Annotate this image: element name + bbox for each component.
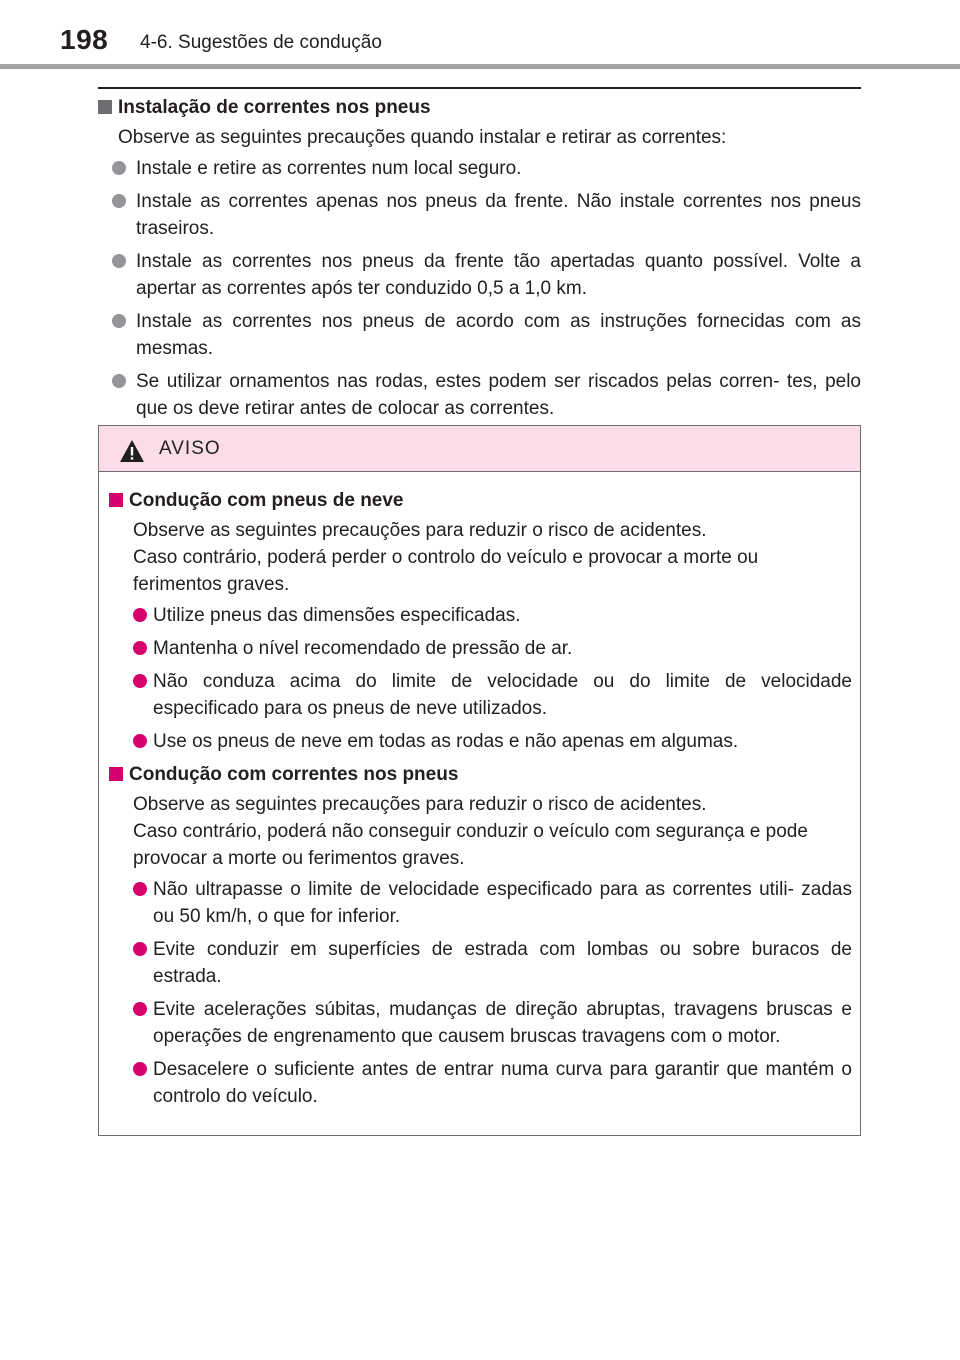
section-heading bbox=[98, 94, 861, 122]
square-bullet-icon bbox=[109, 767, 123, 781]
square-bullet-icon bbox=[98, 100, 112, 114]
tire-chains-list bbox=[109, 876, 852, 1110]
bullet-dot-icon bbox=[133, 608, 147, 622]
list-item bbox=[98, 248, 861, 302]
list-item bbox=[98, 188, 861, 242]
list-item bbox=[109, 602, 852, 629]
warning-box bbox=[98, 425, 861, 1136]
list-item-text: Instale as correntes nos pneus da frente tão apertadas quanto possível. Volte a apertar as correntes após ter conduzido 0,5 a 1,0 km. bbox=[136, 251, 861, 299]
intro-line: Observe as seguintes precauções para reduzir o risco de acidentes. bbox=[133, 520, 707, 541]
subsection-heading bbox=[109, 761, 852, 789]
list-item bbox=[109, 1056, 852, 1110]
subsection-intro bbox=[109, 517, 852, 598]
precautions-list bbox=[98, 155, 861, 422]
list-item-text: Se utilizar ornamentos nas rodas, estes podem ser riscados pelas corren- tes, pelo que os deve retirar antes de colocar as correntes. bbox=[136, 371, 861, 419]
list-item bbox=[109, 635, 852, 662]
list-item bbox=[109, 728, 852, 755]
bullet-dot-icon bbox=[133, 882, 147, 896]
snow-tires-subsection bbox=[109, 487, 852, 755]
list-item bbox=[109, 876, 852, 930]
subsection-intro bbox=[109, 791, 852, 872]
intro-line: Observe as seguintes precauções para reduzir o risco de acidentes. bbox=[133, 794, 707, 815]
bullet-dot-icon bbox=[133, 674, 147, 688]
list-item-text: Evite conduzir em superfícies de estrada com lombas ou sobre buracos de estrada. bbox=[153, 939, 852, 987]
list-item-text: Instale as correntes nos pneus de acordo com as instruções fornecidas com as mesmas. bbox=[136, 311, 861, 359]
section-intro: Observe as seguintes precauções quando instalar e retirar as correntes: bbox=[118, 127, 727, 148]
list-item-text: Evite acelerações súbitas, mudanças de direção abruptas, travagens bruscas e operações de engrenamento que causem bruscas travagens com o motor. bbox=[153, 999, 852, 1047]
bullet-dot-icon bbox=[133, 734, 147, 748]
header-rule bbox=[0, 64, 960, 69]
list-item bbox=[109, 936, 852, 990]
bullet-dot-icon bbox=[133, 1002, 147, 1016]
warning-body bbox=[99, 472, 860, 1110]
bullet-dot-icon bbox=[133, 1062, 147, 1076]
list-item-text: Instale e retire as correntes num local seguro. bbox=[136, 158, 522, 179]
square-bullet-icon bbox=[109, 493, 123, 507]
warning-label: AVISO bbox=[159, 438, 221, 459]
list-item-text: Instale as correntes apenas nos pneus da frente. Não instale correntes nos pneus traseiros. bbox=[136, 191, 861, 239]
list-item-text: Use os pneus de neve em todas as rodas e não apenas em algumas. bbox=[153, 731, 739, 752]
list-item bbox=[98, 368, 861, 422]
list-item bbox=[109, 668, 852, 722]
bullet-dot-icon bbox=[133, 942, 147, 956]
bullet-dot-icon bbox=[112, 374, 126, 388]
subsection-heading-text: Condução com correntes nos pneus bbox=[129, 764, 459, 785]
intro-line: Caso contrário, poderá não conseguir conduzir o veículo com segurança e pode provocar a morte ou ferimentos graves. bbox=[133, 821, 808, 869]
warning-triangle-icon bbox=[119, 439, 145, 463]
page-number: 198 bbox=[60, 24, 109, 55]
list-item bbox=[98, 308, 861, 362]
intro-line: Caso contrário, poderá perder o controlo do veículo e provocar a morte ou ferimentos graves. bbox=[133, 547, 759, 595]
list-item-text: Não ultrapasse o limite de velocidade especificado para as correntes utili- zadas ou 50 km/h, o que for inferior. bbox=[153, 879, 852, 927]
list-item bbox=[98, 155, 861, 182]
list-item-text: Não conduza acima do limite de velocidade ou do limite de velocidade especificado para os pneus de neve utilizados. bbox=[153, 671, 852, 719]
list-item bbox=[109, 996, 852, 1050]
tire-chains-subsection bbox=[109, 761, 852, 1110]
section-title: 4-6. Sugestões de condução bbox=[140, 32, 382, 53]
list-item-text: Desacelere o suficiente antes de entrar numa curva para garantir que mantém o controlo do veículo. bbox=[153, 1059, 852, 1107]
subsection-heading bbox=[109, 487, 852, 515]
list-item-text: Mantenha o nível recomendado de pressão de ar. bbox=[153, 638, 573, 659]
chains-installation-section bbox=[98, 94, 861, 428]
bullet-dot-icon bbox=[112, 194, 126, 208]
bullet-dot-icon bbox=[133, 641, 147, 655]
bullet-dot-icon bbox=[112, 254, 126, 268]
page-header bbox=[0, 0, 960, 70]
section-heading-text: Instalação de correntes nos pneus bbox=[118, 97, 431, 118]
content-top-rule bbox=[98, 87, 861, 89]
bullet-dot-icon bbox=[112, 314, 126, 328]
subsection-heading-text: Condução com pneus de neve bbox=[129, 490, 404, 511]
list-item-text: Utilize pneus das dimensões especificadas. bbox=[153, 605, 521, 626]
bullet-dot-icon bbox=[112, 161, 126, 175]
warning-header bbox=[99, 426, 860, 472]
snow-tires-list bbox=[109, 602, 852, 755]
